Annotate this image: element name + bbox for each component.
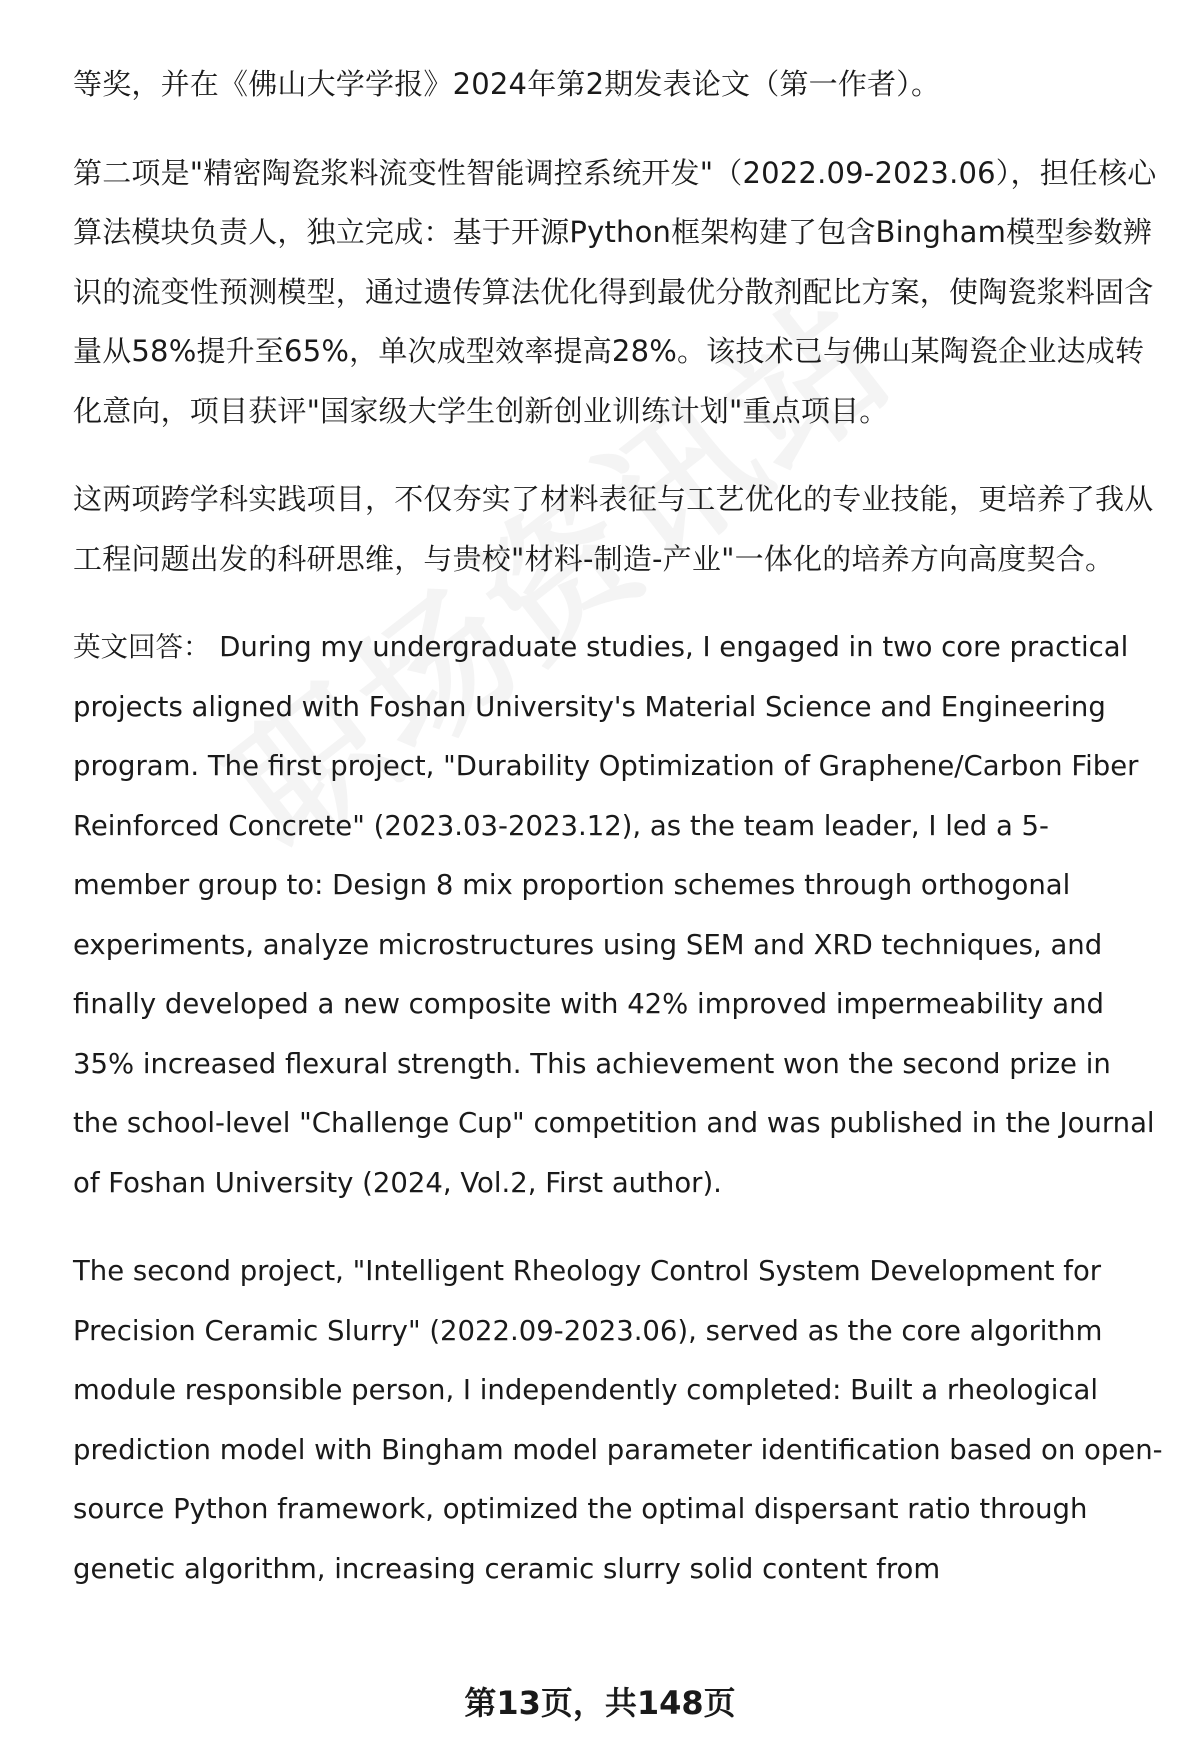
paragraph-award-continuation: 等奖，并在《佛山大学学报》2024年第2期发表论文（第一作者）。 — [73, 67, 941, 101]
paragraph-second-project: 第二项是"精密陶瓷浆料流变性智能调控系统开发"（2022.09-2023.06），担任核心算法模块负责人，独立完成：基于开源Python框架构建了包含Bingham模型参数辨识的流变性预测模型，通过遗传算法优化得到最优分散剂配比方案，使陶瓷浆料固含量从58%提升至65%，单次成型效率提高28%。该技术已与佛山某陶瓷企业达成转化意向，项目获评"国家级大学生创新创业训练计划"重点项目。 — [73, 155, 1157, 428]
paragraph-english-second-project: The second project, "Intelligent Rheology Control System Development for Precision Ceramic Slurry" (2022.09-2023.06), served as the core algorithm module responsible person, I independently completed: Built a rheological prediction model with Bingham model parameter identification based on open-source Python framework, optimized the optimal dispersant ratio through genetic algorithm, increasing ceramic slurry solid content from — [73, 1255, 1163, 1585]
document-body — [73, 55, 1163, 1628]
paragraph-english-answer: 英文回答： During my undergraduate studies, I engaged in two core practical projects aligned with Foshan University's Material Science and Engineering program. The first project, "Durability Optimization of Graphene/Carbon Fiber Reinforced Concrete" (2023.03-2023.12), as the team leader, I led a 5-member group to: Design 8 mix proportion schemes through orthogonal experiments, analyze microstructures using SEM and XRD techniques, and finally developed a new composite with 42% improved impermeability and 35% increased flexural strength. This achievement won the second prize in the school-level "Challenge Cup" competition and was published in the Journal of Foshan University (2024, Vol.2, First author). — [73, 631, 1155, 1199]
page-footer: 第13页，共148页 — [464, 1684, 736, 1722]
paragraph-summary: 这两项跨学科实践项目，不仅夯实了材料表征与工艺优化的专业技能，更培养了我从工程问题出发的科研思维，与贵校"材料-制造-产业"一体化的培养方向高度契合。 — [73, 482, 1154, 576]
